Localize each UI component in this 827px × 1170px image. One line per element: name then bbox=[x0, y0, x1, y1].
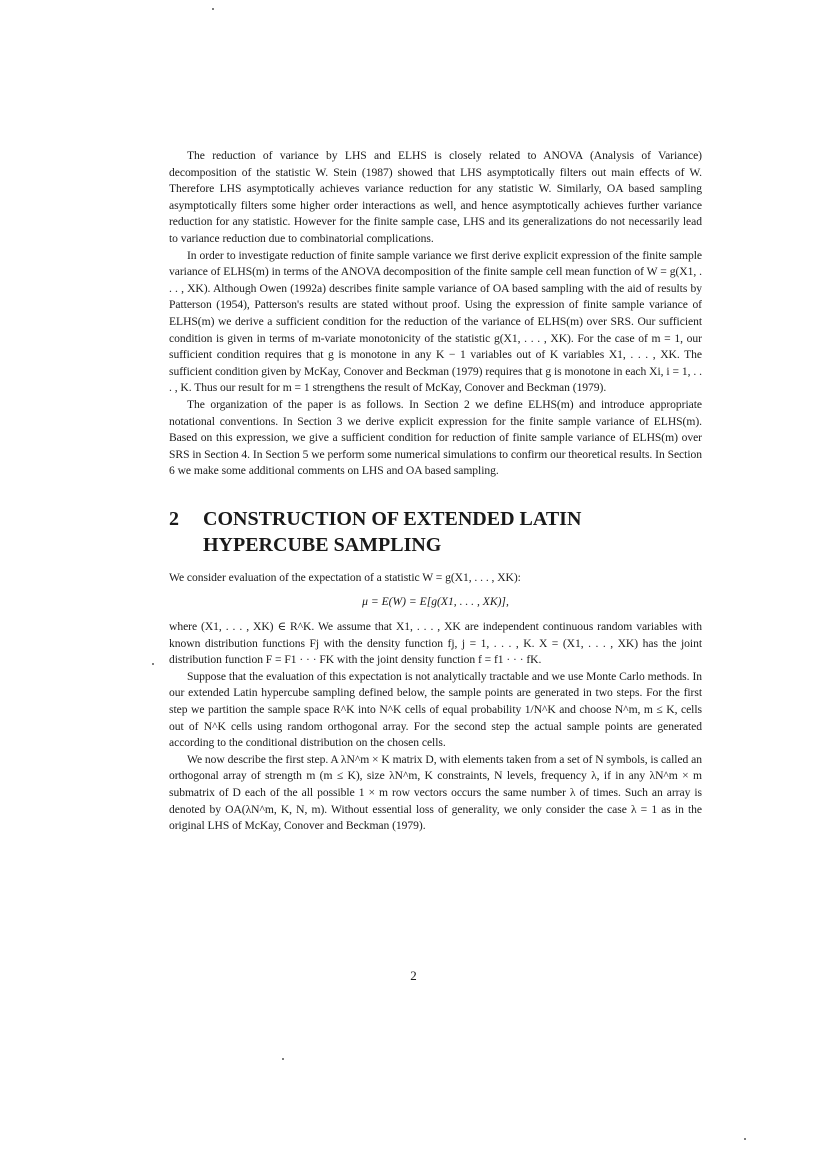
intro-paragraph-3: The organization of the paper is as follows. In Section 2 we define ELHS(m) and introduce appropriate notational conventions. In Section 3 we derive explicit expression for the finite sample variance of ELHS(m). Based on this expression, we give a sufficient condition for reduction of finite sample variance of ELHS(m) over SRS in Section 4. In Section 5 we perform some numerical simulations to confirm our theoretical results. In Section 6 we make some additional comments on LHS and OA based sampling. bbox=[169, 397, 702, 478]
section-title: CONSTRUCTION OF EXTENDED LATIN HYPERCUBE SAMPLING bbox=[203, 507, 582, 556]
display-equation: μ = E(W) = E[g(X1, . . . , XK)], bbox=[362, 595, 509, 609]
intro-paragraph-2: In order to investigate reduction of finite sample variance we first derive explicit expression of the finite sample variance of ELHS(m) in terms of the ANOVA decomposition of the finite sample cell mean function of W = g(X1, . . . , XK). Although Owen (1992a) describes finite sample variance of OA based sampling with the aid of results by Patterson (1954), Patterson's results are stated without proof. Using the expression of finite sample variance of ELHS(m) we derive a sufficient condition for the reduction of the variance of ELHS(m) over SRS. Our sufficient condition is given in terms of m-variate monotonicity of the statistic g(X1, . . . , XK). For the case of m = 1, our sufficient condition requires that g is monotone in any K − 1 variables out of K variables X1, . . . , XK. The sufficient condition given by McKay, Conover and Beckman (1979) requires that g is monotone in each Xi, i = 1, . . . , K. Thus our result for m = 1 strengthens the result of McKay, Conover and Beckman (1979). bbox=[169, 248, 702, 395]
section-paragraph-3: We now describe the first step. A λN^m × K matrix D, with elements taken from a set of N symbols, is called an orthogonal array of strength m (m ≤ K), size λN^m, K constraints, N levels, frequency λ, if in any λN^m × m submatrix of D each of the all possible 1 × m row vectors occurs the same number λ of times. Such an array is denoted by OA(λN^m, K, N, m). Without essential loss of generality, we only consider the case λ = 1 as in the original LHS of McKay, Conover and Beckman (1979). bbox=[169, 752, 702, 833]
section-heading bbox=[169, 506, 702, 558]
scan-speck bbox=[152, 663, 154, 665]
scan-speck bbox=[282, 1058, 284, 1060]
section-paragraph-2: Suppose that the evaluation of this expectation is not analytically tractable and we use Monte Carlo methods. In our extended Latin hypercube sampling defined below, the sample points are generated in two steps. For the first step we partition the sample space R^K into N^K cells of equal probability 1/N^K and choose N^m, m ≤ K, cells out of N^K cells using random orthogonal array. For the second step the actual sample points are generated according to the conditional distribution on the chosen cells. bbox=[169, 669, 702, 750]
section-paragraph-1: where (X1, . . . , XK) ∈ R^K. We assume that X1, . . . , XK are independent continuous random variables with known distribution functions Fj with the density function fj, j = 1, . . . , K. X = (X1, . . . , XK) has the joint distribution function F = F1 · · · FK with the joint density function f = f1 · · · fK. bbox=[169, 620, 702, 667]
section-number: 2 bbox=[169, 507, 179, 530]
scan-speck bbox=[212, 8, 214, 10]
scan-speck bbox=[744, 1138, 746, 1140]
intro-paragraph-1: The reduction of variance by LHS and ELHS is closely related to ANOVA (Analysis of Variance) decomposition of the statistic W. Stein (1987) showed that LHS asymptotically filters out main effects of W. Therefore LHS asymptotically achieves variance reduction for any statistic W. Similarly, OA based sampling asymptotically filters some higher order interactions as well, and hence asymptotically achieves further variance reduction for any statistic. However for the finite sample case, LHS and its generalizations do not necessarily lead to variance reduction due to combinatorial complications. bbox=[169, 149, 702, 245]
page-number: 2 bbox=[410, 968, 417, 983]
paper-page-body bbox=[169, 148, 702, 835]
section-lead-sentence: We consider evaluation of the expectation of a statistic W = g(X1, . . . , XK): bbox=[169, 570, 521, 584]
